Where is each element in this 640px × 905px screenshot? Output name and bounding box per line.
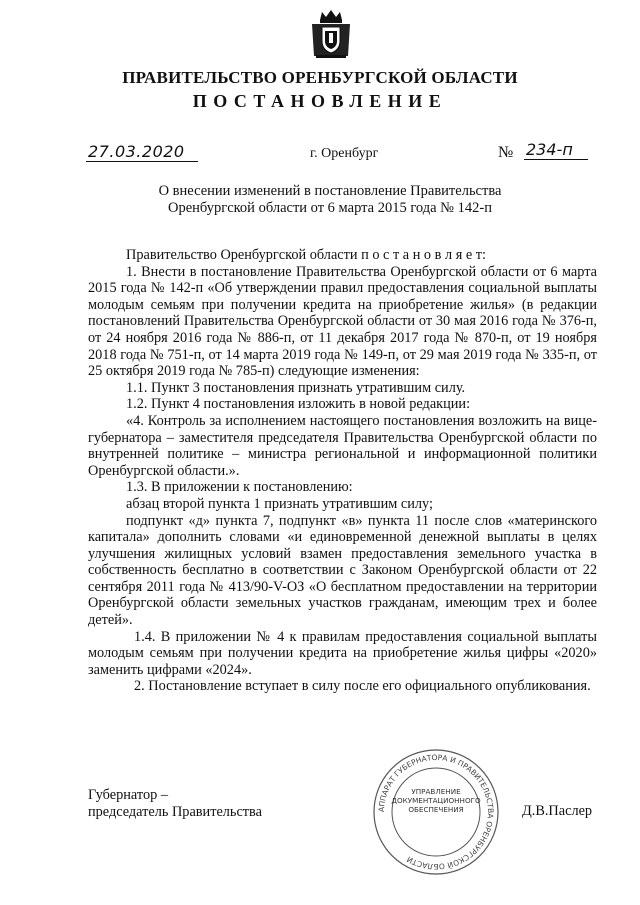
- subject-line-1: О внесении изменений в постановление Правительства: [158, 183, 502, 199]
- paragraph-1: 1. Внести в постановление Правительства Оренбургской области от 6 марта 2015 года № 142-п «Об утверждении правил предоставления социальной выплаты молодым семьям при получении кредита на приобретение жилья» (в редакции постановлений Правительства Оренбургской области от 30 мая 2016 года № 376-п, от 24 ноября 2016 года № 886-п, от 11 декабря 2017 года № 870-п, от 19 ноября 2018 года № 751-п, от 14 марта 2019 года № 149-п, от 29 мая 2019 года № 335-п, от 25 октября 2019 года № 785-п) следующие изменения:: [88, 263, 597, 380]
- stamp-line-1: УПРАВЛЕНИЕ: [411, 787, 461, 796]
- signatory-title-line-1: Губернатор –: [88, 787, 168, 803]
- document-city: г. Оренбург: [310, 146, 379, 161]
- paragraph-1-2-quote: «4. Контроль за исполнением настоящего постановления возложить на вице-губернатора – заместителя председателя Правительства Оренбургской области по внутренней политике – министра региональной и информационной политики Оренбургской области.».: [88, 412, 597, 479]
- number-sign: №: [498, 144, 514, 161]
- coat-of-arms-icon: [310, 8, 352, 60]
- paragraph-1-3-a: абзац второй пункта 1 признать утратившим силу;: [126, 495, 433, 512]
- signatory-name: Д.В.Паслер: [522, 803, 593, 819]
- subject-line-2: Оренбургской области от 6 марта 2015 года № 142-п: [168, 200, 492, 216]
- stamp-line-3: ОБЕСПЕЧЕНИЯ: [408, 805, 464, 814]
- paragraph-1-3-b: подпункт «д» пункта 7, подпункт «в» пункта 11 после слов «материнского капитала» дополнить словами «и единовременной денежной выплаты в целях улучшения жилищных условий взамен предоставления земельного участка в собственность бесплатно в соответствии с Законом Оренбургской области от 22 сентября 2011 года № 413/90-V-ОЗ «О бесплатном предоставлении на территории Оренбургской области земельных участков гражданам, имеющим трех и более детей».: [88, 512, 597, 629]
- document-subject: [130, 183, 530, 217]
- signatory-title-line-2: председатель Правительства: [88, 803, 262, 820]
- paragraph-1-4: 1.4. В приложении № 4 к правилам предоставления социальной выплаты молодым семьям при получении кредита на приобретение жилья цифры «2020» заменить цифрами «2024».: [88, 628, 597, 678]
- stamp-inner-text: [372, 787, 500, 814]
- document-body: [88, 247, 597, 695]
- paragraph-1-3: 1.3. В приложении к постановлению:: [126, 479, 353, 496]
- stamp-ring-text: АППАРАТ ГУБЕРНАТОРА И ПРАВИТЕЛЬСТВА ОРЕНБУРГСКОЙ ОБЛАСТИ: [376, 752, 496, 872]
- paragraph-1-1: 1.1. Пункт 3 постановления признать утратившим силу.: [126, 379, 466, 396]
- organization-title: ПРАВИТЕЛЬСТВО ОРЕНБУРГСКОЙ ОБЛАСТИ: [122, 68, 518, 87]
- paragraph-2: 2. Постановление вступает в силу после его официального опубликования.: [134, 678, 591, 695]
- document-date: 27.03.2020: [86, 142, 198, 162]
- stamp-line-2: ДОКУМЕНТАЦИОННОГО: [391, 796, 481, 805]
- paragraph-1-2: 1.2. Пункт 4 постановления изложить в новой редакции:: [126, 396, 471, 413]
- document-type: ПОСТАНОВЛЕНИЕ: [192, 91, 448, 111]
- document-number: 234-п: [524, 140, 588, 160]
- intro-paragraph: Правительство Оренбургской области п о с т а н о в л я е т:: [126, 247, 486, 263]
- signatory-title: [88, 787, 262, 820]
